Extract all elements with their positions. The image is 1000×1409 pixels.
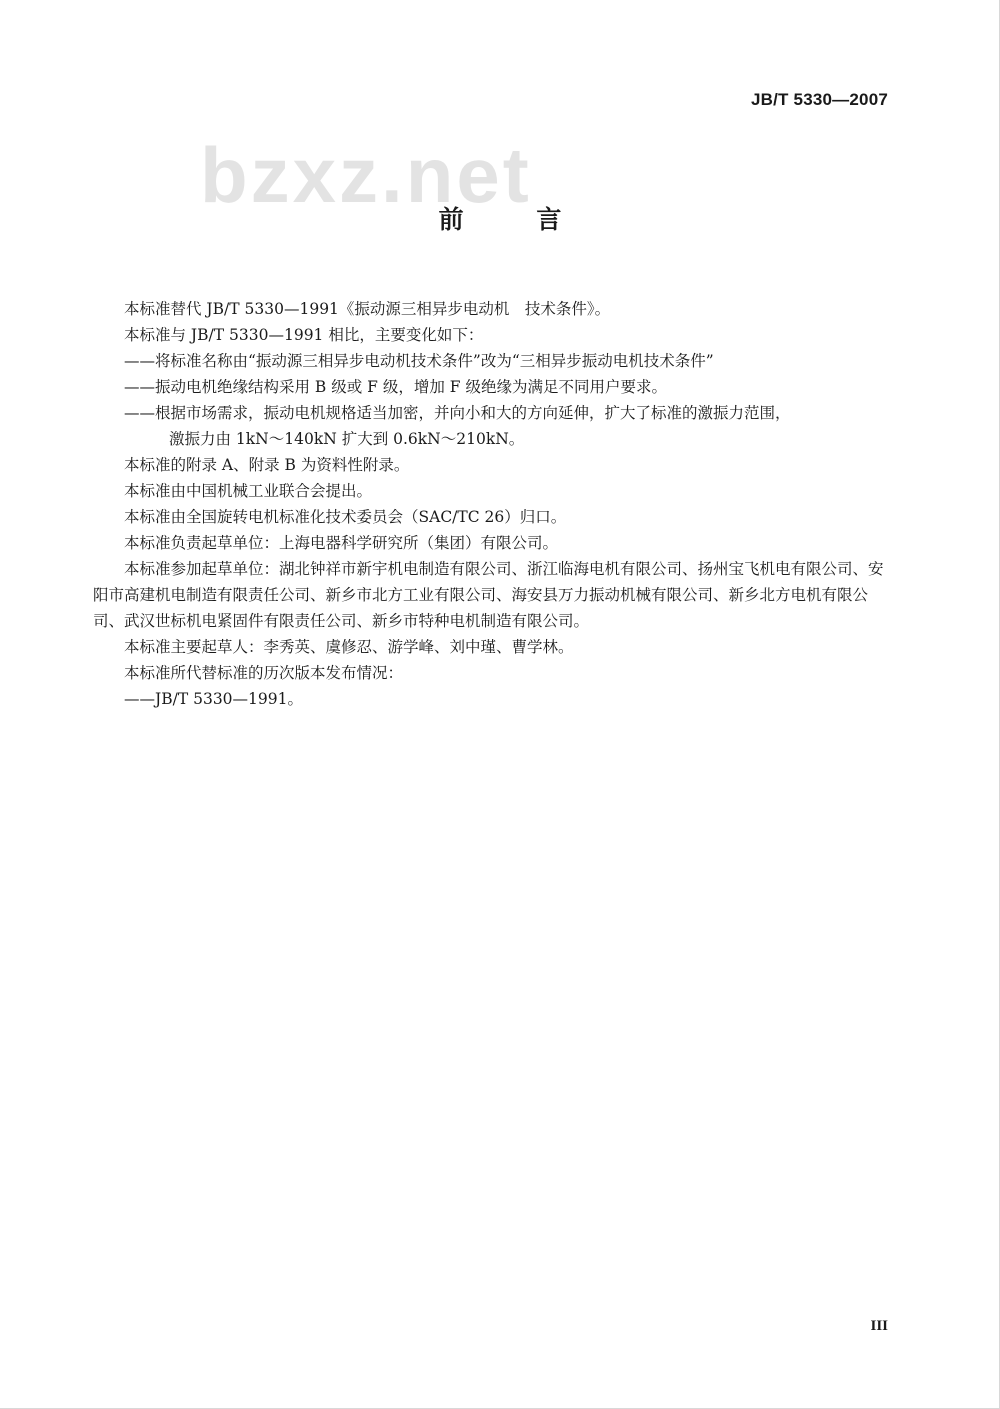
paragraph-appendix: 本标准的附录 A、附录 B 为资料性附录。 xyxy=(124,456,410,474)
watermark: bzxz.net xyxy=(200,131,532,219)
paragraph-history-intro: 本标准所代替标准的历次版本发布情况： xyxy=(124,664,404,682)
list-item-change-insulation: ——振动电机绝缘结构采用 B 级或 F 级，增加 F 级绝缘为满足不同用户要求。 xyxy=(124,378,667,396)
paragraph-replaces: 本标准替代 JB/T 5330—1991《振动源三相异步电动机 技术条件》。 xyxy=(124,300,611,318)
page-title: 前 言 xyxy=(438,205,594,234)
list-item-history: ——JB/T 5330—1991。 xyxy=(124,690,303,708)
paragraph-drafters: 本标准主要起草人：李秀英、虞修忍、游学峰、刘中瑾、曹学林。 xyxy=(124,638,574,656)
paragraph-changes-intro: 本标准与 JB/T 5330—1991 相比，主要变化如下： xyxy=(124,326,484,344)
foreword-body xyxy=(93,296,889,712)
document-code: JB/T 5330—2007 xyxy=(751,90,888,109)
paragraph-drafting-unit: 本标准负责起草单位：上海电器科学研究所（集团）有限公司。 xyxy=(124,534,559,552)
paragraph-proposed-by: 本标准由中国机械工业联合会提出。 xyxy=(124,482,373,500)
paragraph-participating-units: 本标准参加起草单位：湖北钟祥市新宇机电制造有限公司、浙江临海电机有限公司、扬州宝飞机电有限公司、安阳市高建机电制造有限责任公司、新乡市北方工业有限公司、海安县万力振动机械有限公司、新乡北方电机有限公司、武汉世标机电紧固件有限责任公司、新乡市特种电机制造有限公司。 xyxy=(93,560,884,630)
paragraph-centralized-by: 本标准由全国旋转电机标准化技术委员会（SAC/TC 26）归口。 xyxy=(124,508,567,526)
list-item-change-range-cont: 激振力由 1kN～140kN 扩大到 0.6kN～210kN。 xyxy=(169,430,525,448)
list-item-change-name: ——将标准名称由“振动源三相异步电动机技术条件”改为“三相异步振动电机技术条件” xyxy=(124,352,714,370)
page-number: III xyxy=(870,1318,888,1334)
list-item-change-range: ——根据市场需求，振动电机规格适当加密，并向小和大的方向延伸，扩大了标准的激振力范围， xyxy=(124,404,791,422)
